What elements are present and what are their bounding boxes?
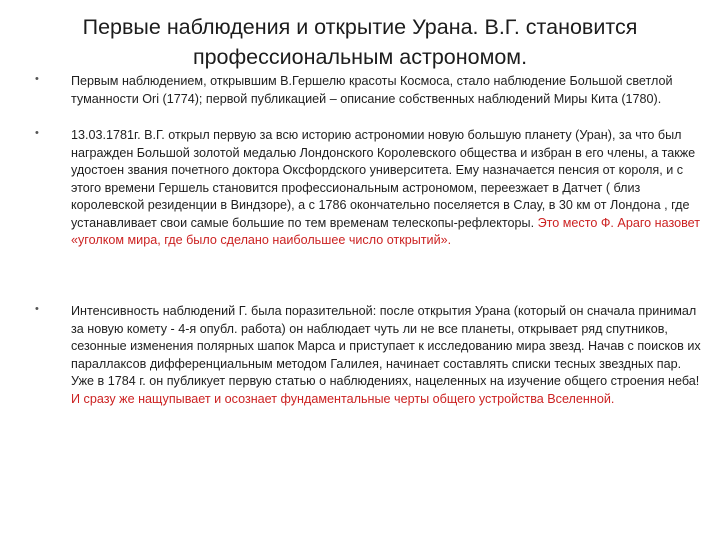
bullet-item <box>0 73 720 127</box>
bullet-body: Первым наблюдением, открывшим В.Гершелю красоты Космоса, стало наблюдение Большой светлой туманности Ori (1774); первой публикацией – описание собственных наблюдений Миры Кита (1780). <box>71 74 673 106</box>
bullet-marker: • <box>35 303 39 315</box>
bullet-list <box>0 73 720 408</box>
bullet-item <box>0 303 720 408</box>
bullet-highlight: И сразу же нащупывает и осознает фундаментальные черты общего устройства Вселенной. <box>71 391 615 406</box>
bullet-marker: • <box>35 127 39 139</box>
bullet-marker: • <box>35 73 39 85</box>
bullet-body: 13.03.1781г. В.Г. открыл первую за всю историю астрономии новую большую планету (Уран), за что был награжден Большой золотой медалью Лондонского Королевского общества и избран в его члены, а также удостоен звания почетного доктора Оксфордского университета. Ему назначается пенсия от короля, и с этого времени Гершель становится профессиональным астрономом, переезжает в Датчет ( близ королевской резиденции в Виндзоре), а с 1786 окончательно поселяется в Слау, в 30 км от Лондона , где устанавливает свои самые большие по тем временам телескопы-рефлекторы. <box>71 128 696 230</box>
slide-title: Первые наблюдения и открытие Урана. В.Г. становится профессиональным астрономом. <box>82 15 638 69</box>
bullet-text <box>71 303 702 408</box>
bullet-item <box>0 127 720 303</box>
bullet-text <box>71 127 702 250</box>
bullet-body: Интенсивность наблюдений Г. была поразительной: после открытия Урана (который он сначала принимал за новую комету - 4-я опубл. работа) он наблюдает чуть ли не все планеты, открывает ряд спутников, сезонные изменения полярных шапок Марса и приступает к исследованию мира звезд. Начав с поисков их параллаксов дифференциальным методом Галилея, начинает составлять списки тесных звездных пар. Уже в 1784 г. он публикует первую статью о наблюдениях, нацеленных на изучение общего строения неба! <box>71 304 701 389</box>
bullet-text <box>71 73 702 108</box>
bullet-highlight: Это место Ф. Араго назовет «уголком мира, где было сделано наибольшее число открытий». <box>71 215 701 248</box>
